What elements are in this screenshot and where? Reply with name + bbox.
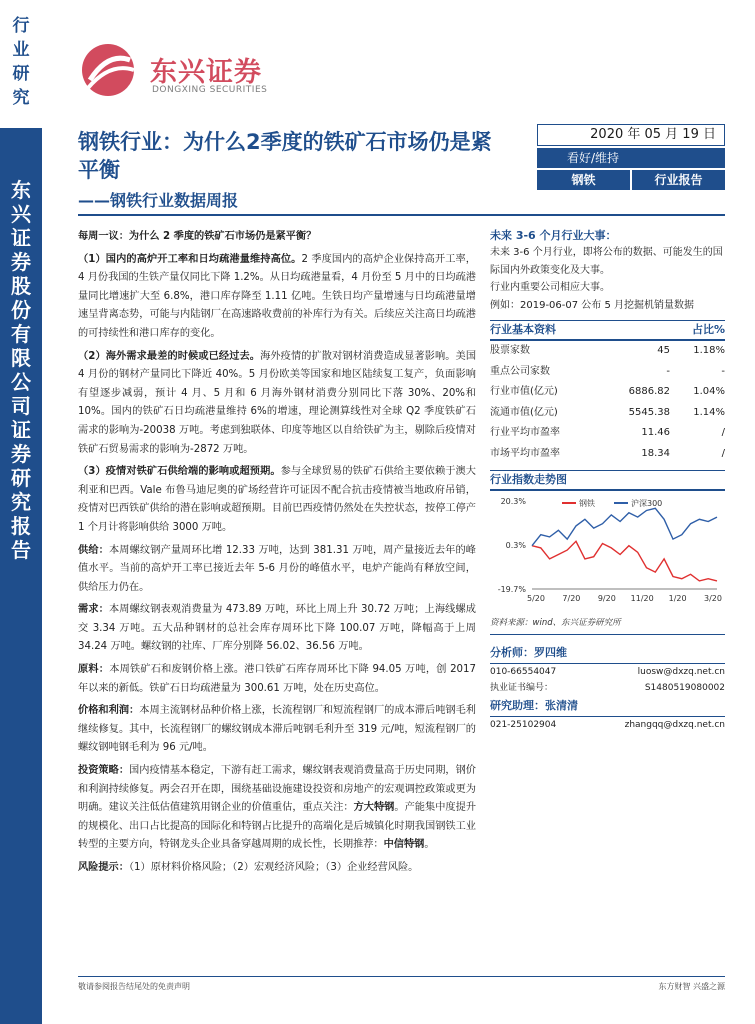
industry-table-title: 行业基本资料 (490, 323, 556, 336)
strategy-paragraph (78, 762, 476, 855)
logo-sub: DONGXING SECURITIES (152, 85, 268, 95)
y-tick-label: -19.7% (497, 585, 526, 594)
strategy-tail: 。产能集中度提升的规模化、出口占比提高的国际化和特钢占比提升的高端化是后城镇化时期我国钢铁工业转型的主要方向，特钢龙头企业具备穿越周期的成长性，长期推荐： (78, 802, 477, 851)
risk-head: 风险提示： (78, 862, 129, 873)
industry-tag: 钢铁 (537, 170, 630, 190)
row-value: 6886.82 (628, 386, 670, 397)
row-pct: 1.18% (693, 345, 725, 356)
row-value: 11.46 (641, 427, 670, 438)
legend-label: 沪深300 (631, 499, 663, 508)
analyst-contact (490, 664, 725, 680)
risk-paragraph (78, 859, 476, 878)
chart-heading: 行业指数走势图 (490, 470, 725, 491)
section-2 (78, 348, 476, 460)
assistant-phone: 021-25102904 (490, 720, 557, 730)
company-label: 东兴证券股份有限公司证券研究报告 (11, 178, 31, 562)
x-tick-label: 11/20 (630, 594, 654, 603)
series-line-0 (532, 541, 717, 581)
supply-body: 本周螺纹钢产量周环比增 12.33 万吨，达到 381.31 万吨，周产量接近去年的峰值水平。当前的高炉开工率已接近去年 5-6 月份的峰值水平，电炉产能尚有释放空间，供给压力仍在。 (78, 544, 476, 593)
sidebar (0, 0, 42, 1024)
assistant-title: 研究助理：张清清 (490, 696, 725, 717)
row-value: 18.34 (641, 447, 670, 459)
y-tick-label: 0.3% (505, 541, 526, 550)
row-label: 行业平均市盈率 (490, 427, 560, 438)
industry-table (490, 341, 725, 464)
supply-paragraph (78, 542, 476, 598)
supply-head: 供给： (78, 544, 109, 556)
row-pct: 1.04% (693, 386, 725, 397)
x-tick-label: 3/20 (704, 594, 722, 603)
y-tick-label: 20.3% (500, 497, 526, 506)
analyst-phone: 010-66554047 (490, 667, 557, 677)
raw-body: 本周铁矿石和废钢价格上涨。港口铁矿石库存周环比下降 94.05 万吨，创 2017 年以来的新低。铁矿石日均疏港量为 300.61 万吨，处在历史高位。 (78, 664, 476, 694)
report-category: 行业研究 (12, 16, 30, 108)
section-3 (78, 463, 476, 537)
report-title: 钢铁行业：为什么2季度的铁矿石市场仍是紧平衡 (78, 130, 492, 182)
row-label: 行业市值(亿元) (490, 386, 558, 397)
events-heading: 未来 3-6 个月行业大事： (490, 229, 617, 242)
industry-table-header (490, 320, 725, 341)
table-row (490, 423, 725, 444)
analyst-title: 分析师：罗四维 (490, 643, 725, 664)
report-subtitle: ——钢铁行业数据周报 (78, 191, 239, 210)
row-pct: / (721, 447, 725, 459)
risk-body: （1）原材料价格风险；（2）宏观经济风险；（3）企业经营风险。 (128, 862, 419, 873)
analyst-cert-label: 执业证书编号： (490, 683, 554, 693)
main-body (78, 228, 476, 878)
row-pct: / (721, 427, 725, 438)
industry-table-col: 占比% (691, 323, 725, 336)
section-2-body: 海外疫情的扩散对钢材消费造成显著影响。美国 4 月份的钢材产量同比下降近 40%。5 月份欧美等国家和地区陆续复工复产，负面影响有望逐步减弱，预计 4 月、5 月和 6 月海外钢材消费分别同比下落 30%、20%和 10%。国内的铁矿石日均疏港量维持 6%的增速，理论测算线性对全球 Q2 季度铁矿石需求的影响为-20038 万吨。考虑到独联体、印度等地区以自给铁矿为主，剔除后疫情对铁矿石贸易需求的影响为-2872 万吨。 (78, 350, 477, 455)
analyst-block (490, 643, 725, 733)
sidebar-top (0, 0, 42, 112)
demand-body: 本周螺纹钢表观消费量为 473.89 万吨，环比上周上升 30.72 万吨；上海线螺成交 3.34 万吨。五大品种钢材的总社会库存周环比下降 100.07 万吨，降幅高于上周 34.24 万吨。螺纹钢的社库、厂库分别降 56.02、36.56 万吨。 (78, 604, 476, 653)
section-1-body: 2 季度国内的高炉企业保持高开工率，4 月份我国的生铁产量仅同比下降 1.2%。从日均疏港量看，4 月份至 5 月中的日均疏港量同比增速扩大至 6.8%，港口库存降至 1.11 亿吨。生铁日均产量增速与日均疏港量增速呈背离态势，可能与内陆钢厂在高速路收费前的补库行为有关。后续应关注高日均疏港的可持续性和港口库存的变化。 (78, 253, 476, 339)
section-1-head: （1）国内的高炉开工率和日均疏港量维持高位。 (78, 253, 302, 265)
price-head: 价格和利润： (78, 705, 140, 717)
series-line-1 (532, 508, 717, 545)
row-label: 市场平均市盈率 (490, 447, 560, 459)
price-body: 本周主流钢材品种价格上涨，长流程钢厂和短流程钢厂的成本滞后吨钢毛利继续修复。其中，长流程钢厂的螺纹钢成本滞后吨钢毛利升至 319 元/吨，短流程钢厂的螺纹钢吨钢毛利为 96 元/吨。 (78, 705, 476, 754)
row-pct: 1.14% (693, 406, 725, 418)
logo-mark-icon (78, 42, 142, 98)
chart-source: 资料来源：wind、东兴证券研究所 (490, 616, 725, 635)
x-tick-label: 9/20 (597, 594, 616, 603)
strategy-end: 。 (424, 839, 435, 851)
section-3-head: （3）疫情对铁矿石供给端的影响或超预期。 (78, 466, 281, 478)
events-body-2: 行业内重要公司相应大事。 (490, 282, 610, 293)
x-tick-label: 1/20 (668, 594, 687, 603)
footer (78, 976, 725, 992)
legend-label: 钢铁 (579, 499, 595, 508)
section-1 (78, 251, 476, 344)
title-divider (78, 214, 725, 216)
sidebar-bottom (0, 128, 42, 1024)
x-tick-label: 5/20 (527, 594, 545, 603)
raw-paragraph (78, 661, 476, 698)
raw-head: 原料： (78, 664, 110, 676)
footer-disclaimer: 敬请参阅报告结尾处的免责声明 (78, 982, 190, 991)
table-row (490, 362, 725, 383)
demand-head: 需求： (78, 604, 109, 616)
assistant-email[interactable]: zhangqq@dxzq.net.cn (624, 720, 725, 730)
strategy-zx: 中信特钢 (383, 839, 425, 851)
row-label: 股票家数 (490, 345, 530, 356)
row-label: 流通市值(亿元) (490, 406, 558, 418)
row-label: 重点公司家数 (490, 365, 550, 377)
report-date: 2020 年 05 月 19 日 (537, 124, 725, 146)
logo-name: 东兴证券 (150, 57, 262, 88)
analyst-cert-row (490, 680, 725, 696)
analyst-email[interactable]: luosw@dxzq.net.cn (637, 667, 725, 677)
report-tags (537, 170, 725, 190)
section-2-head: （2）海外需求最差的时候或已经过去。 (78, 350, 261, 362)
price-paragraph (78, 702, 476, 758)
type-tag: 行业报告 (632, 170, 725, 190)
row-pct: - (721, 365, 725, 377)
table-row (490, 341, 725, 362)
table-row (490, 382, 725, 403)
row-value: 45 (657, 345, 670, 356)
table-row (490, 403, 725, 424)
events-body-3: 例如：2019-06-07 公布 5 月挖掘机销量数据 (490, 299, 695, 311)
footer-slogan: 东方财智 兴盛之源 (658, 982, 725, 991)
logo (78, 42, 298, 102)
events-body: 未来 3-6 个月行业，即将公布的数据、可能发生的国际国内外政策变化及大事。 (490, 247, 723, 276)
row-value: - (666, 365, 670, 377)
strategy-head: 投资策略： (78, 765, 130, 777)
weekly-topic: 每周一议：为什么 2 季度的铁矿石市场仍是紧平衡？ (78, 231, 317, 242)
analyst-cert: S1480519080002 (644, 683, 725, 693)
assistant-contact (490, 717, 725, 733)
section-3-body: 参与全球贸易的铁矿石供给主要依赖于澳大利亚和巴西。Vale 布鲁马迪尼奥的矿场经营许可证因不配合抗击疫情被当地政府吊销，疫情对巴西铁矿供给的潜在影响或超预期。目前巴西疫情仍然处在失控状态，按停工停产 1 个月计将影响供给 3000 万吨。 (78, 466, 476, 533)
report-info-box (537, 124, 725, 190)
table-row (490, 444, 725, 465)
row-value: 5545.38 (628, 406, 670, 418)
report-rating: 看好/维持 (537, 148, 725, 168)
x-tick-label: 7/20 (562, 594, 581, 603)
strategy-fang: 方大特钢 (353, 802, 395, 814)
right-column (490, 228, 725, 733)
strategy-body: 国内疫情基本稳定，下游有赶工需求，螺纹钢表观消费量高于历史同期，钢价和利润持续修复。两会召开在即，围绕基础设施建设投资和房地产的宏观调控政策或更为明确。建议关注低估值建筑用钢企业的价值重估，重点关注： (78, 765, 476, 814)
trend-chart (490, 491, 725, 609)
demand-paragraph (78, 601, 476, 657)
